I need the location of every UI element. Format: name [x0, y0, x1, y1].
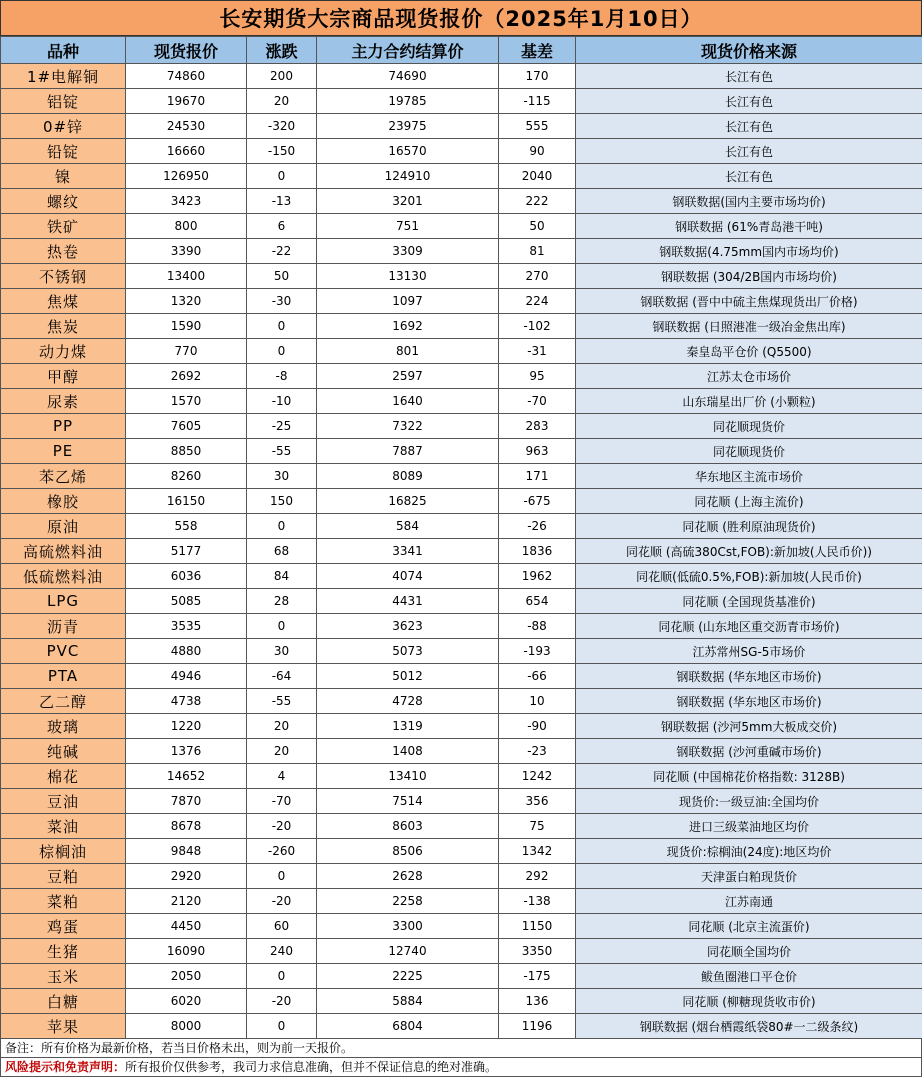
cell-source: 同花顺现货价	[576, 439, 922, 464]
cell-spot-price: 5177	[126, 539, 247, 564]
table-row	[1, 964, 922, 989]
cell-spot-price: 4738	[126, 689, 247, 714]
cell-variety: 玻璃	[1, 714, 126, 739]
cell-source: 长江有色	[576, 139, 922, 164]
cell-spot-price: 4880	[126, 639, 247, 664]
cell-settlement: 23975	[317, 114, 499, 139]
cell-spot-price: 558	[126, 514, 247, 539]
table-row	[1, 989, 922, 1014]
cell-variety: 螺纹	[1, 189, 126, 214]
cell-variety: 动力煤	[1, 339, 126, 364]
cell-settlement: 3623	[317, 614, 499, 639]
cell-change: 30	[247, 464, 317, 489]
risk-row	[0, 1058, 922, 1077]
cell-settlement: 7887	[317, 439, 499, 464]
cell-source: 现货价:一级豆油:全国均价	[576, 789, 922, 814]
table-row	[1, 464, 922, 489]
cell-change: 0	[247, 339, 317, 364]
cell-source: 钢联数据 (沙河5mm大板成交价)	[576, 714, 922, 739]
cell-variety: 1#电解铜	[1, 64, 126, 89]
cell-settlement: 2597	[317, 364, 499, 389]
cell-settlement: 124910	[317, 164, 499, 189]
cell-basis: 81	[499, 239, 576, 264]
cell-variety: 乙二醇	[1, 689, 126, 714]
cell-settlement: 74690	[317, 64, 499, 89]
cell-source: 长江有色	[576, 164, 922, 189]
table-row	[1, 914, 922, 939]
table-row	[1, 239, 922, 264]
cell-variety: 铅锭	[1, 139, 126, 164]
cell-source: 山东瑞星出厂价 (小颗粒)	[576, 389, 922, 414]
cell-basis: 963	[499, 439, 576, 464]
cell-basis: -26	[499, 514, 576, 539]
table-row	[1, 364, 922, 389]
note-text: 备注：所有价格为最新价格，若当日价格未出，则为前一天报价。	[5, 1041, 353, 1055]
cell-variety: PTA	[1, 664, 126, 689]
table-row	[1, 589, 922, 614]
table-row	[1, 539, 922, 564]
cell-change: -64	[247, 664, 317, 689]
cell-source: 同花顺 (上海主流价)	[576, 489, 922, 514]
cell-spot-price: 8850	[126, 439, 247, 464]
cell-spot-price: 3423	[126, 189, 247, 214]
cell-change: -22	[247, 239, 317, 264]
cell-change: -260	[247, 839, 317, 864]
cell-settlement: 8603	[317, 814, 499, 839]
cell-source: 钢联数据 (日照港准一级冶金焦出库)	[576, 314, 922, 339]
cell-variety: 不锈钢	[1, 264, 126, 289]
cell-change: -20	[247, 814, 317, 839]
cell-basis: -138	[499, 889, 576, 914]
risk-text: 所有报价仅供参考，我司力求信息准确，但并不保证信息的绝对准确。	[125, 1060, 497, 1074]
table-row	[1, 789, 922, 814]
table-row	[1, 764, 922, 789]
cell-change: 0	[247, 164, 317, 189]
cell-change: 0	[247, 864, 317, 889]
cell-spot-price: 6036	[126, 564, 247, 589]
header-variety: 品种	[1, 37, 126, 64]
cell-variety: PVC	[1, 639, 126, 664]
cell-source: 长江有色	[576, 64, 922, 89]
cell-spot-price: 16660	[126, 139, 247, 164]
table-row	[1, 489, 922, 514]
table-row	[1, 514, 922, 539]
cell-variety: 橡胶	[1, 489, 126, 514]
table-row	[1, 339, 922, 364]
cell-settlement: 2225	[317, 964, 499, 989]
cell-variety: 苹果	[1, 1014, 126, 1039]
cell-settlement: 7322	[317, 414, 499, 439]
cell-change: 150	[247, 489, 317, 514]
cell-basis: 224	[499, 289, 576, 314]
cell-source: 钢联数据 (烟台栖霞纸袋80#一二级条纹)	[576, 1014, 922, 1039]
cell-spot-price: 2050	[126, 964, 247, 989]
cell-source: 江苏常州SG-5市场价	[576, 639, 922, 664]
header-spot-price: 现货报价	[126, 37, 247, 64]
cell-change: 0	[247, 1014, 317, 1039]
cell-source: 长江有色	[576, 114, 922, 139]
cell-source: 钢联数据 (晋中中硫主焦煤现货出厂价格)	[576, 289, 922, 314]
cell-settlement: 4074	[317, 564, 499, 589]
table-row	[1, 289, 922, 314]
cell-change: -320	[247, 114, 317, 139]
cell-source: 钢联数据(国内主要市场均价)	[576, 189, 922, 214]
cell-variety: 豆粕	[1, 864, 126, 889]
table-row	[1, 614, 922, 639]
table-row	[1, 164, 922, 189]
cell-variety: 0#锌	[1, 114, 126, 139]
cell-settlement: 16825	[317, 489, 499, 514]
cell-variety: 菜油	[1, 814, 126, 839]
cell-basis: 356	[499, 789, 576, 814]
cell-spot-price: 13400	[126, 264, 247, 289]
cell-basis: 222	[499, 189, 576, 214]
cell-settlement: 1408	[317, 739, 499, 764]
cell-change: 240	[247, 939, 317, 964]
cell-source: 钢联数据 (华东地区市场价)	[576, 689, 922, 714]
cell-change: -70	[247, 789, 317, 814]
footer-notes	[0, 1039, 922, 1077]
table-row	[1, 139, 922, 164]
cell-basis: 292	[499, 864, 576, 889]
cell-spot-price: 7870	[126, 789, 247, 814]
cell-source: 同花顺 (柳糖现货收市价)	[576, 989, 922, 1014]
cell-variety: 鸡蛋	[1, 914, 126, 939]
cell-settlement: 3341	[317, 539, 499, 564]
cell-variety: 白糖	[1, 989, 126, 1014]
cell-source: 同花顺 (全国现货基准价)	[576, 589, 922, 614]
header-change: 涨跌	[247, 37, 317, 64]
cell-variety: LPG	[1, 589, 126, 614]
cell-settlement: 7514	[317, 789, 499, 814]
cell-source: 钢联数据(4.75mm国内市场均价)	[576, 239, 922, 264]
cell-spot-price: 1320	[126, 289, 247, 314]
cell-variety: 棕榈油	[1, 839, 126, 864]
cell-spot-price: 19670	[126, 89, 247, 114]
cell-source: 江苏太仓市场价	[576, 364, 922, 389]
header-basis: 基差	[499, 37, 576, 64]
cell-change: -150	[247, 139, 317, 164]
cell-change: -55	[247, 439, 317, 464]
cell-spot-price: 74860	[126, 64, 247, 89]
header-settlement: 主力合约结算价	[317, 37, 499, 64]
cell-basis: 1962	[499, 564, 576, 589]
cell-spot-price: 3390	[126, 239, 247, 264]
cell-spot-price: 14652	[126, 764, 247, 789]
table-row	[1, 839, 922, 864]
table-row	[1, 664, 922, 689]
cell-change: -10	[247, 389, 317, 414]
table-row	[1, 189, 922, 214]
cell-basis: 1150	[499, 914, 576, 939]
header-row	[1, 37, 922, 64]
cell-change: -25	[247, 414, 317, 439]
cell-change: 60	[247, 914, 317, 939]
cell-variety: 纯碱	[1, 739, 126, 764]
cell-change: 6	[247, 214, 317, 239]
cell-change: -30	[247, 289, 317, 314]
cell-variety: 豆油	[1, 789, 126, 814]
table-row	[1, 564, 922, 589]
risk-label: 风险提示和免责声明：	[5, 1060, 125, 1074]
cell-source: 天津蛋白粕现货价	[576, 864, 922, 889]
cell-spot-price: 9848	[126, 839, 247, 864]
cell-basis: -175	[499, 964, 576, 989]
cell-change: 68	[247, 539, 317, 564]
cell-settlement: 2628	[317, 864, 499, 889]
cell-settlement: 5073	[317, 639, 499, 664]
cell-basis: -23	[499, 739, 576, 764]
cell-basis: -675	[499, 489, 576, 514]
cell-change: 20	[247, 739, 317, 764]
table-row	[1, 714, 922, 739]
cell-spot-price: 1570	[126, 389, 247, 414]
cell-basis: 1196	[499, 1014, 576, 1039]
sheet-title: 长安期货大宗商品现货报价（2025年1月10日）	[0, 0, 922, 36]
cell-change: 0	[247, 514, 317, 539]
table-row	[1, 689, 922, 714]
cell-basis: 170	[499, 64, 576, 89]
cell-variety: 铝锭	[1, 89, 126, 114]
cell-basis: 2040	[499, 164, 576, 189]
cell-settlement: 751	[317, 214, 499, 239]
cell-basis: 95	[499, 364, 576, 389]
cell-source: 鲅鱼圈港口平仓价	[576, 964, 922, 989]
cell-settlement: 6804	[317, 1014, 499, 1039]
cell-spot-price: 8678	[126, 814, 247, 839]
cell-basis: -115	[499, 89, 576, 114]
cell-source: 钢联数据 (61%青岛港干吨)	[576, 214, 922, 239]
cell-change: -20	[247, 889, 317, 914]
cell-variety: 铁矿	[1, 214, 126, 239]
cell-basis: 1836	[499, 539, 576, 564]
cell-settlement: 8506	[317, 839, 499, 864]
cell-variety: 镍	[1, 164, 126, 189]
cell-settlement: 5012	[317, 664, 499, 689]
cell-change: 50	[247, 264, 317, 289]
cell-basis: -66	[499, 664, 576, 689]
cell-source: 同花顺现货价	[576, 414, 922, 439]
cell-change: 0	[247, 964, 317, 989]
note-row	[0, 1039, 922, 1058]
table-row	[1, 1014, 922, 1039]
cell-source: 同花顺全国均价	[576, 939, 922, 964]
cell-variety: 焦煤	[1, 289, 126, 314]
cell-settlement: 2258	[317, 889, 499, 914]
cell-variety: 甲醇	[1, 364, 126, 389]
cell-variety: 菜粕	[1, 889, 126, 914]
cell-spot-price: 24530	[126, 114, 247, 139]
cell-settlement: 8089	[317, 464, 499, 489]
cell-spot-price: 6020	[126, 989, 247, 1014]
cell-basis: 75	[499, 814, 576, 839]
cell-settlement: 13410	[317, 764, 499, 789]
cell-source: 江苏南通	[576, 889, 922, 914]
cell-spot-price: 126950	[126, 164, 247, 189]
table-row	[1, 114, 922, 139]
header-source: 现货价格来源	[576, 37, 922, 64]
cell-spot-price: 16090	[126, 939, 247, 964]
cell-change: -13	[247, 189, 317, 214]
cell-spot-price: 1376	[126, 739, 247, 764]
cell-basis: 171	[499, 464, 576, 489]
cell-settlement: 801	[317, 339, 499, 364]
cell-spot-price: 5085	[126, 589, 247, 614]
cell-spot-price: 1220	[126, 714, 247, 739]
cell-settlement: 1640	[317, 389, 499, 414]
cell-change: -55	[247, 689, 317, 714]
cell-basis: -193	[499, 639, 576, 664]
cell-basis: 283	[499, 414, 576, 439]
cell-settlement: 4431	[317, 589, 499, 614]
cell-variety: 热卷	[1, 239, 126, 264]
cell-basis: -70	[499, 389, 576, 414]
cell-source: 同花顺 (北京主流蛋价)	[576, 914, 922, 939]
cell-basis: 1242	[499, 764, 576, 789]
cell-settlement: 12740	[317, 939, 499, 964]
table-body	[1, 64, 922, 1039]
cell-settlement: 1692	[317, 314, 499, 339]
table-row	[1, 314, 922, 339]
cell-spot-price: 8260	[126, 464, 247, 489]
cell-source: 钢联数据 (华东地区市场价)	[576, 664, 922, 689]
cell-change: 20	[247, 714, 317, 739]
table-row	[1, 939, 922, 964]
cell-spot-price: 3535	[126, 614, 247, 639]
cell-spot-price: 2692	[126, 364, 247, 389]
table-row	[1, 89, 922, 114]
cell-variety: 低硫燃料油	[1, 564, 126, 589]
cell-spot-price: 4450	[126, 914, 247, 939]
cell-change: 200	[247, 64, 317, 89]
table-row	[1, 639, 922, 664]
table-row	[1, 739, 922, 764]
cell-settlement: 3300	[317, 914, 499, 939]
cell-source: 进口三级菜油地区均价	[576, 814, 922, 839]
table-row	[1, 214, 922, 239]
cell-change: 20	[247, 89, 317, 114]
table-row	[1, 439, 922, 464]
cell-settlement: 19785	[317, 89, 499, 114]
cell-source: 同花顺 (胜利原油现货价)	[576, 514, 922, 539]
cell-source: 钢联数据 (沙河重碱市场价)	[576, 739, 922, 764]
cell-settlement: 1319	[317, 714, 499, 739]
cell-source: 华东地区主流市场价	[576, 464, 922, 489]
cell-spot-price: 16150	[126, 489, 247, 514]
cell-basis: -31	[499, 339, 576, 364]
cell-source: 长江有色	[576, 89, 922, 114]
cell-variety: 尿素	[1, 389, 126, 414]
cell-basis: -90	[499, 714, 576, 739]
cell-basis: 90	[499, 139, 576, 164]
cell-spot-price: 800	[126, 214, 247, 239]
cell-spot-price: 770	[126, 339, 247, 364]
cell-variety: 原油	[1, 514, 126, 539]
table-row	[1, 389, 922, 414]
cell-spot-price: 2120	[126, 889, 247, 914]
table-row	[1, 889, 922, 914]
cell-basis: 1342	[499, 839, 576, 864]
cell-settlement: 5884	[317, 989, 499, 1014]
cell-variety: 高硫燃料油	[1, 539, 126, 564]
cell-basis: 50	[499, 214, 576, 239]
cell-basis: 10	[499, 689, 576, 714]
cell-change: 0	[247, 314, 317, 339]
cell-variety: 焦炭	[1, 314, 126, 339]
cell-settlement: 4728	[317, 689, 499, 714]
cell-variety: 棉花	[1, 764, 126, 789]
cell-settlement: 13130	[317, 264, 499, 289]
cell-variety: 沥青	[1, 614, 126, 639]
cell-change: 0	[247, 614, 317, 639]
cell-settlement: 3201	[317, 189, 499, 214]
cell-settlement: 584	[317, 514, 499, 539]
table-row	[1, 64, 922, 89]
cell-source: 秦皇岛平仓价 (Q5500)	[576, 339, 922, 364]
price-table	[0, 36, 922, 1039]
cell-basis: 555	[499, 114, 576, 139]
cell-change: 4	[247, 764, 317, 789]
cell-settlement: 1097	[317, 289, 499, 314]
cell-change: 30	[247, 639, 317, 664]
cell-source: 同花顺 (中国棉花价格指数: 3128B)	[576, 764, 922, 789]
cell-spot-price: 7605	[126, 414, 247, 439]
cell-source: 同花顺 (山东地区重交沥青市场价)	[576, 614, 922, 639]
cell-basis: -102	[499, 314, 576, 339]
cell-change: -20	[247, 989, 317, 1014]
cell-variety: PP	[1, 414, 126, 439]
table-row	[1, 864, 922, 889]
cell-settlement: 3309	[317, 239, 499, 264]
table-row	[1, 264, 922, 289]
cell-source: 同花顺 (高硫380Cst,FOB):新加坡(人民币价))	[576, 539, 922, 564]
cell-source: 现货价:棕榈油(24度):地区均价	[576, 839, 922, 864]
cell-basis: 3350	[499, 939, 576, 964]
cell-change: 84	[247, 564, 317, 589]
cell-basis: 136	[499, 989, 576, 1014]
cell-spot-price: 2920	[126, 864, 247, 889]
cell-basis: 654	[499, 589, 576, 614]
cell-variety: 玉米	[1, 964, 126, 989]
table-row	[1, 414, 922, 439]
cell-source: 同花顺(低硫0.5%,FOB):新加坡(人民币价)	[576, 564, 922, 589]
cell-basis: 270	[499, 264, 576, 289]
cell-basis: -88	[499, 614, 576, 639]
cell-change: -8	[247, 364, 317, 389]
cell-source: 钢联数据 (304/2B国内市场均价)	[576, 264, 922, 289]
cell-spot-price: 8000	[126, 1014, 247, 1039]
table-row	[1, 814, 922, 839]
cell-spot-price: 4946	[126, 664, 247, 689]
cell-variety: 苯乙烯	[1, 464, 126, 489]
cell-variety: 生猪	[1, 939, 126, 964]
cell-spot-price: 1590	[126, 314, 247, 339]
cell-variety: PE	[1, 439, 126, 464]
cell-settlement: 16570	[317, 139, 499, 164]
cell-change: 28	[247, 589, 317, 614]
